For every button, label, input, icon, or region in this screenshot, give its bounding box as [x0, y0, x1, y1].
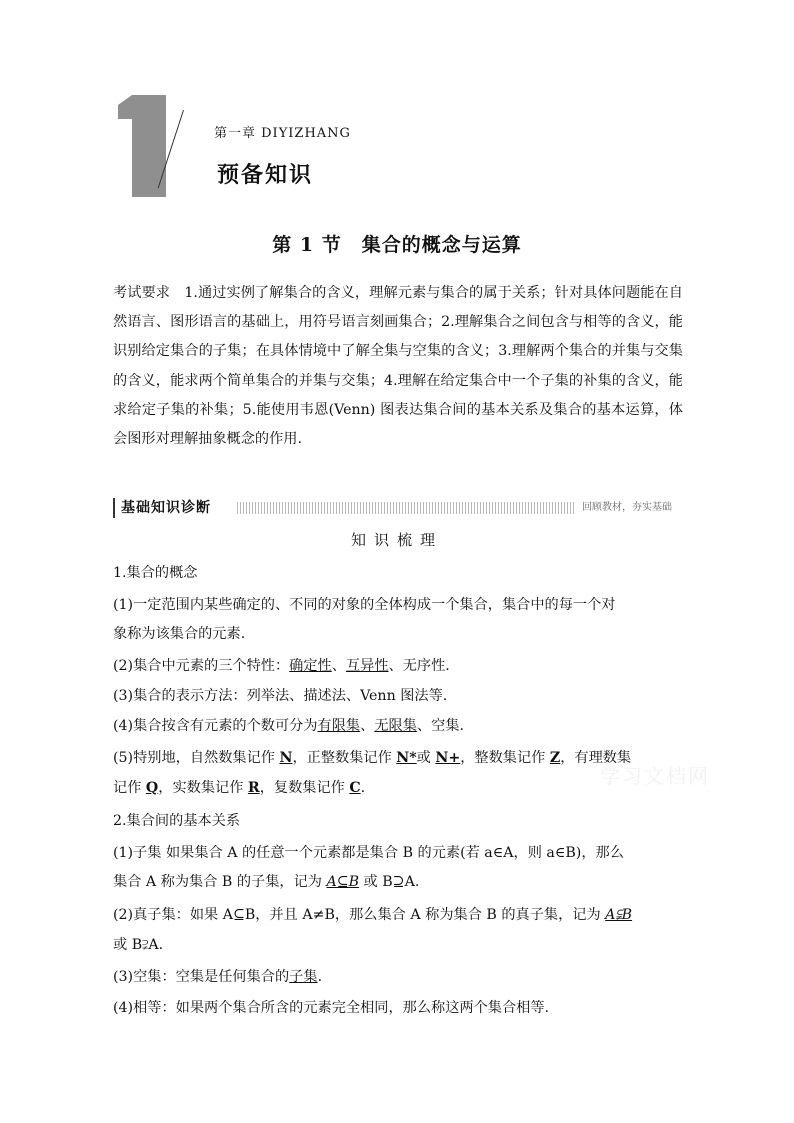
relation-2-line2: 或 B⫌A. — [113, 937, 164, 953]
relation-4: (4)相等：如果两个集合所含的元素完全相同，那么称这两个集合相等. — [113, 1000, 550, 1016]
relation-1-line1: (1)子集 如果集合 A 的任意一个元素都是集合 B 的元素(若 a∈A，则 a∈B)，那么 — [113, 845, 624, 861]
concept-4-text: (4)集合按含有元素的个数可分为 — [113, 718, 318, 734]
symbol-R: R — [247, 780, 260, 796]
text: . — [317, 969, 323, 985]
text: (3)空集：空集是任何集合的 — [113, 969, 290, 985]
banner-subtitle: 回顾教材，夯实基础 — [576, 498, 678, 518]
heading-relations: 2.集合间的基本关系 — [113, 813, 241, 829]
answer-distinctness: 互异性 — [345, 658, 389, 674]
section-title: 第 1 节 集合的概念与运算 — [272, 234, 522, 256]
text: ，实数集记作 — [158, 780, 248, 796]
concept-2-text: (2)集合中元素的三个特性： — [113, 658, 290, 674]
watermark: 学习文档网 — [600, 764, 710, 788]
symbol-C: C — [349, 780, 361, 796]
relation-3 — [113, 967, 688, 987]
text: . — [360, 780, 366, 796]
symbol-Z: Z — [549, 750, 561, 766]
concept-2-tail: 、无序性. — [388, 658, 450, 674]
concept-1-line2: 象称为该集合的元素. — [113, 626, 246, 642]
separator: 、 — [331, 658, 346, 674]
text: (5)特别地，自然数集记作 — [113, 750, 280, 766]
answer-finite-set: 有限集 — [317, 718, 361, 734]
text: 或 — [416, 750, 436, 766]
concept-2 — [113, 656, 688, 676]
relation-1-line2 — [113, 872, 688, 892]
chapter-label: 第一章 DIYIZHANG — [214, 126, 351, 141]
answer-subset-notation: A⊆B — [326, 874, 360, 890]
chapter-title: 预备知识 — [217, 162, 314, 188]
relation-2-line1 — [113, 905, 688, 925]
symbol-N: N — [279, 750, 293, 766]
text: 或 B⊇A. — [359, 874, 420, 890]
concept-4-tail: 、空集. — [416, 718, 464, 734]
section-banner — [113, 498, 678, 518]
text: (2)真子集：如果 A⊆B，并且 A≠B，那么集合 A 称为集合 B 的真子集，记为 — [113, 907, 606, 923]
symbol-N-star: N* — [396, 750, 417, 766]
answer-infinite-set: 无限集 — [374, 718, 417, 734]
banner-title: 基础知识诊断 — [113, 498, 217, 518]
chapter-number-graphic — [118, 95, 172, 197]
symbol-Q: Q — [145, 780, 159, 796]
text: 集合 A 称为集合 B 的子集，记为 — [113, 874, 327, 890]
text: ，整数集记作 — [460, 750, 550, 766]
answer-determinacy: 确定性 — [289, 658, 332, 674]
text: ，复数集记作 — [259, 780, 350, 796]
text: 记作 — [113, 780, 146, 796]
concept-3: (3)集合的表示方法：列举法、描述法、Venn 图法等. — [113, 688, 448, 704]
exam-requirements: 考试要求 1.通过实例了解集合的含义，理解元素与集合的属于关系；针对具体问题能在自然语言、图形语言的基础上，用符号语言刻画集合；2.理解集合之间包含与相等的含义，能识别给定集合的子集；在具体情境中了解全集与空集的含义；3.理解两个集合的并集与交集的含义，能求两个简单集合的并集与交集；4.理解在给定集合中一个子集的补集的含义，能求给定子集的补集；5.能使用韦恩(Venn) 图表达集合间的基本关系及集合的基本运算，体会图形对理解抽象概念的作用. — [113, 285, 683, 448]
heading-concept: 1.集合的概念 — [113, 565, 198, 581]
concept-4 — [113, 716, 688, 736]
symbol-N-plus: N+ — [435, 750, 461, 766]
separator: 、 — [360, 718, 375, 734]
text: ，有理数集 — [560, 750, 632, 766]
concept-1-line1: (1)一定范围内某些确定的、不同的对象的全体构成一个集合，集合中的每一个对 — [113, 597, 616, 613]
subsection-title: 知识梳理 — [350, 531, 443, 549]
text: ，正整数集记作 — [292, 750, 397, 766]
answer-proper-subset-notation: A⫋B — [605, 907, 633, 923]
answer-subset: 子集 — [289, 969, 318, 985]
